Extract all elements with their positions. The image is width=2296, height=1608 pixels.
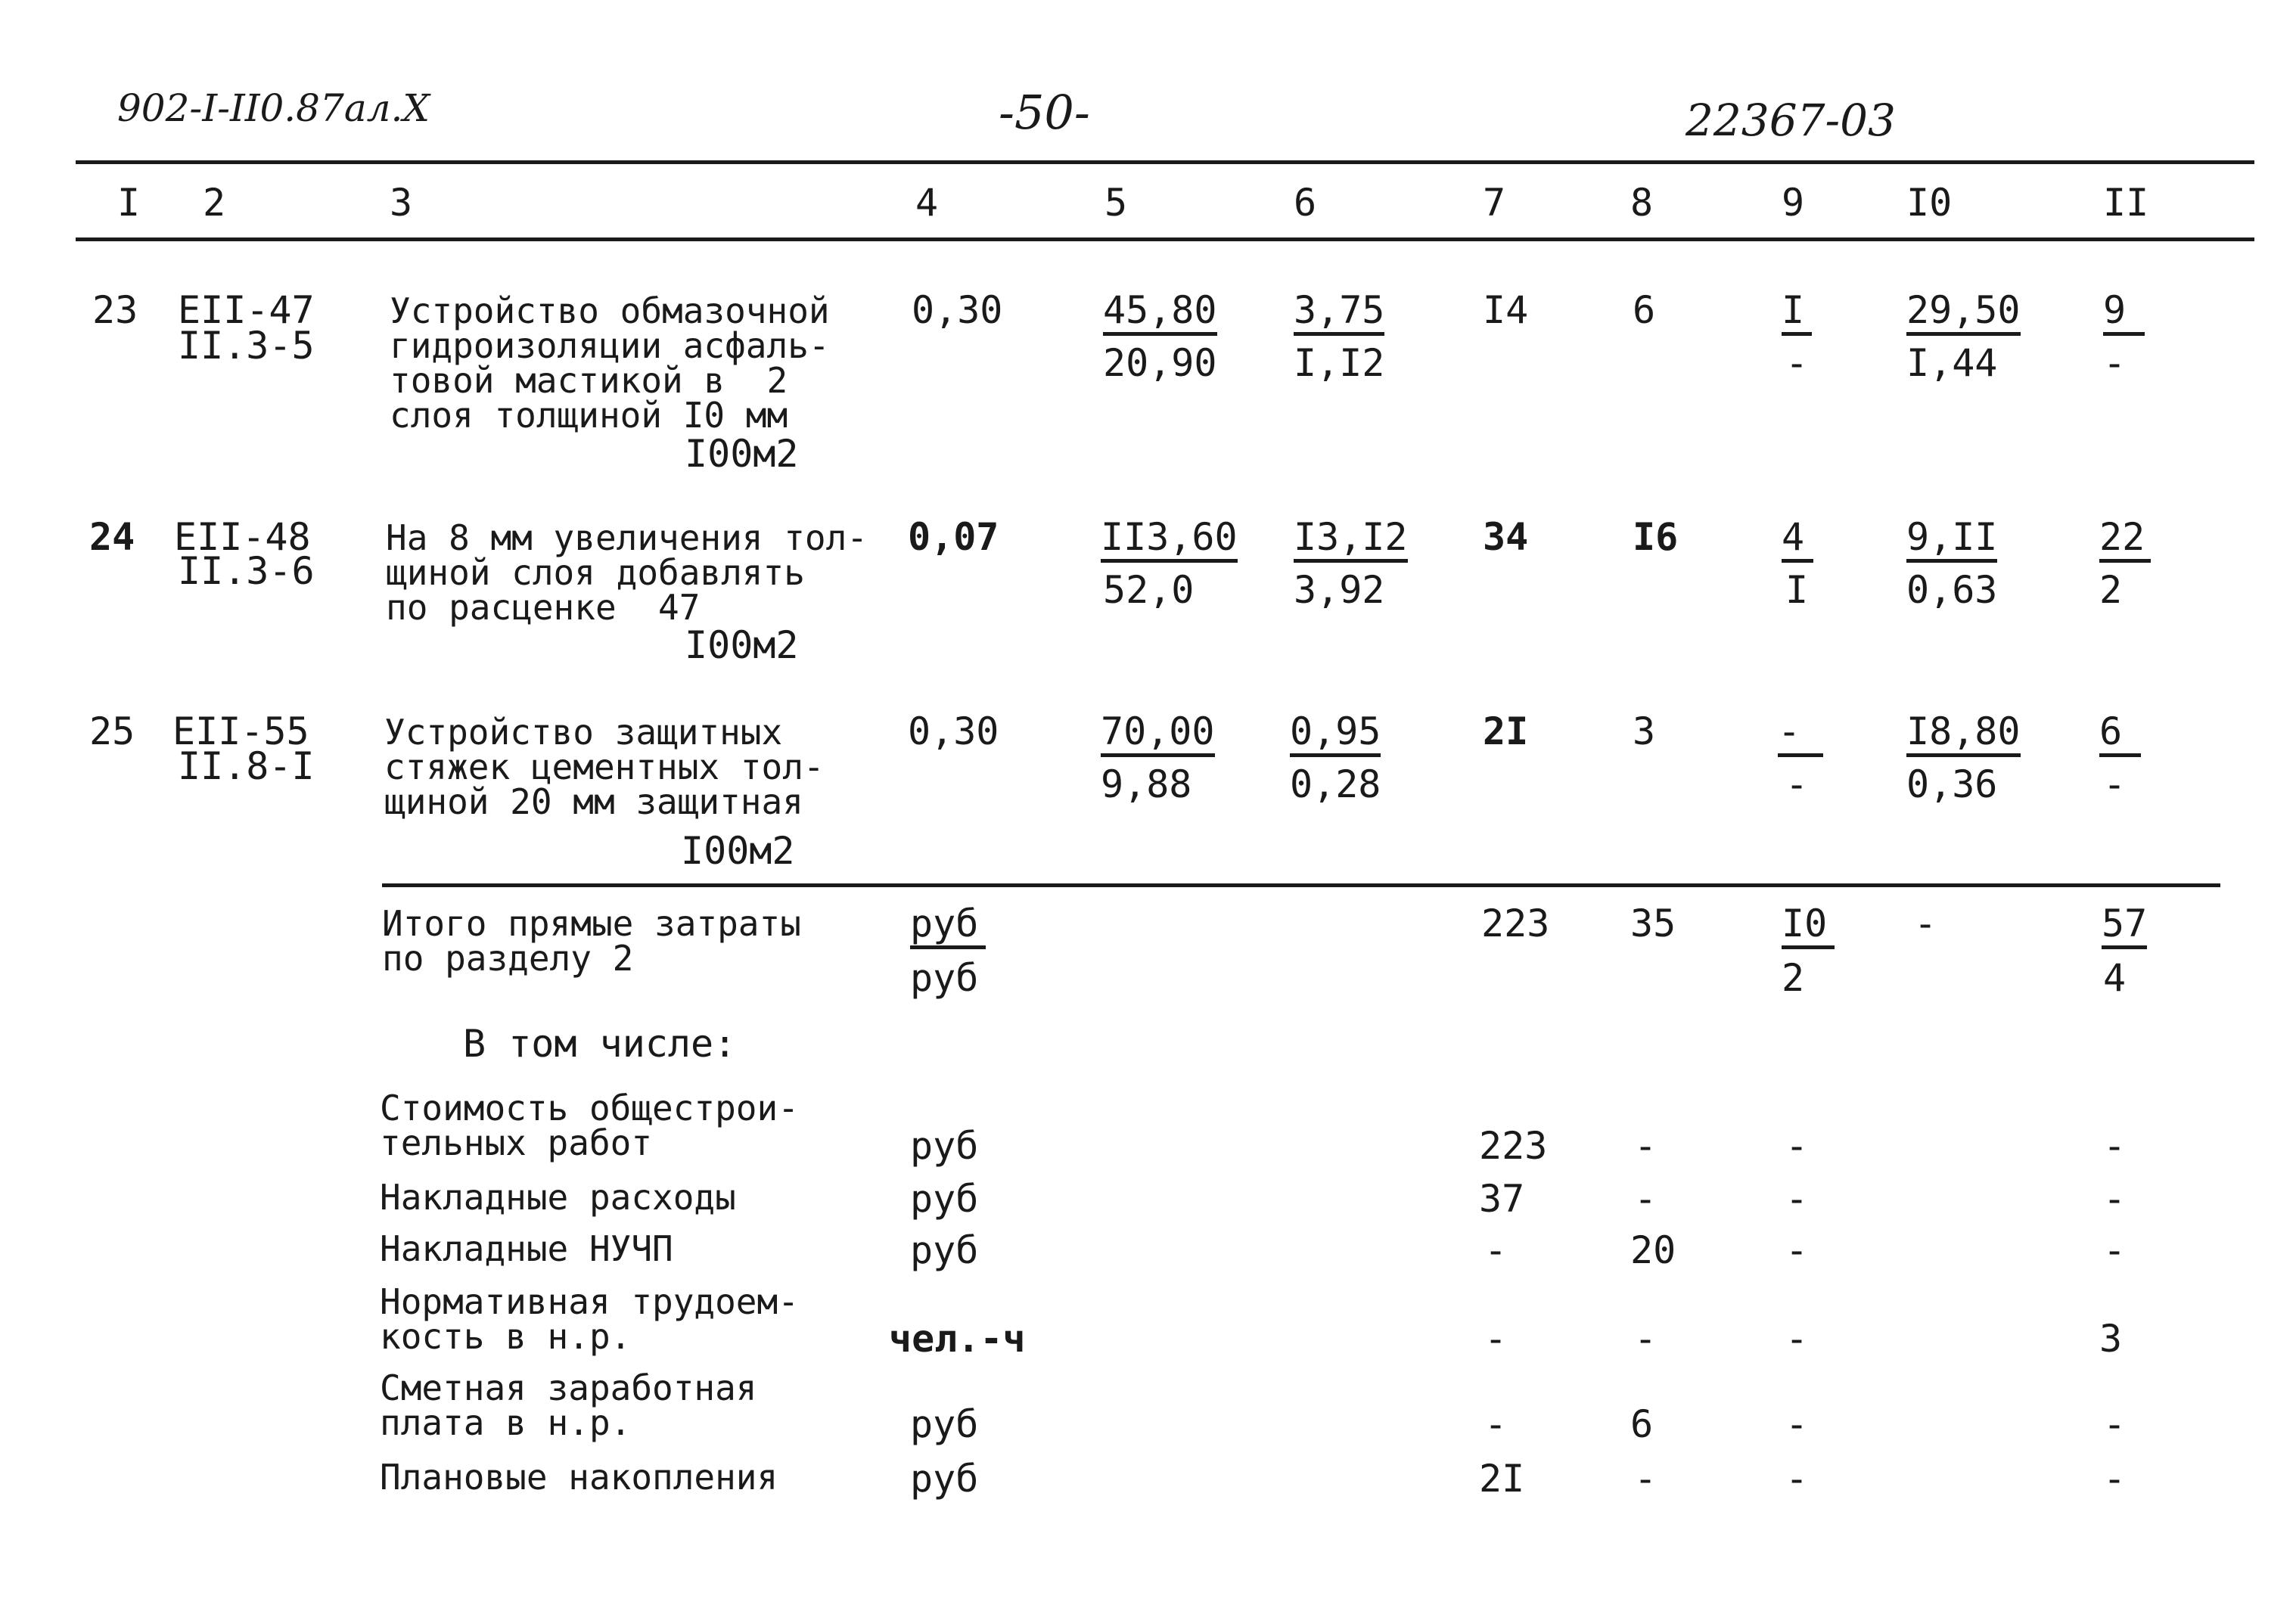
labor-machinists-total: 2 [2099, 568, 2123, 612]
breakdown-c9: - [1785, 1124, 1809, 1168]
rate-code: EII-48 [174, 515, 311, 559]
total-labor-machinists: 4 [2103, 956, 2127, 1000]
col-num-7: 7 [1483, 181, 1506, 225]
breakdown-label: Накладные НУЧП [380, 1228, 673, 1269]
row-number: 25 [89, 709, 135, 753]
breakdown-unit: руб [910, 1457, 979, 1501]
total-cost: 223 [1481, 902, 1550, 945]
rate-code: EII-47 [178, 288, 315, 332]
breakdown-c8: - [1634, 1177, 1658, 1221]
labor-total: 9 [2103, 291, 2145, 336]
col-num-9: 9 [1782, 181, 1805, 225]
breakdown-c8: - [1634, 1317, 1658, 1361]
breakdown-c8: - [1634, 1457, 1658, 1501]
total-unit-top: руб [910, 905, 986, 949]
unit-cost-total: 45,80 [1103, 291, 1217, 336]
col-num-3: 3 [390, 181, 413, 225]
labor-total: 6 [2099, 712, 2141, 757]
document-code: 902-I-II0.87ал.X [117, 86, 430, 130]
header-rule-top [76, 160, 2254, 164]
col-num-2: 2 [203, 181, 226, 225]
unit-label: I00м2 [685, 623, 799, 667]
breakdown-c7: - [1484, 1402, 1508, 1446]
col-num-1: I [117, 181, 141, 225]
breakdown-c7: 37 [1479, 1177, 1525, 1221]
breakdown-c9: - [1785, 1177, 1809, 1221]
breakdown-c8: 6 [1630, 1402, 1654, 1446]
unit-cost-machines-wages: I,I2 [1294, 341, 1385, 385]
row-number: 23 [92, 288, 138, 332]
col-num-8: 8 [1630, 181, 1654, 225]
breakdown-label: Нормативная трудоем- кость в н.р. [380, 1281, 799, 1357]
page-number: -50- [999, 85, 1090, 140]
unit-cost-total: 70,00 [1101, 712, 1215, 757]
breakdown-c7: - [1484, 1228, 1508, 1272]
including-label: В том числе: [463, 1022, 737, 1066]
col-num-5: 5 [1105, 181, 1128, 225]
quantity: 0,07 [908, 515, 999, 559]
breakdown-unit: чел.-ч [889, 1317, 1026, 1361]
breakdown-c9: - [1785, 1228, 1809, 1272]
total-labor: 57 [2102, 905, 2147, 949]
unit-cost-wages: 9,88 [1101, 762, 1192, 806]
col-num-6: 6 [1294, 181, 1317, 225]
col-num-10: I0 [1906, 181, 1953, 225]
breakdown-c11: - [2103, 1457, 2127, 1501]
unit-cost-machines-wages: 3,92 [1294, 568, 1385, 612]
unit-cost-wages: 20,90 [1103, 341, 1217, 385]
total-unit-bottom: руб [910, 956, 979, 1000]
machines-wages-cost: - [1785, 341, 1809, 385]
col-num-4: 4 [915, 181, 939, 225]
unit-cost-machines: 0,95 [1290, 712, 1381, 757]
unit-cost-total: II3,60 [1101, 518, 1238, 563]
machines-cost: 4 [1782, 518, 1813, 563]
breakdown-c8: - [1634, 1124, 1658, 1168]
work-description: Устройство обмазочной гидроизоляции асфаль- товой мастикой в 2 слоя толщиной I0 мм [390, 290, 830, 436]
rate-subcode: II.3-6 [178, 549, 315, 593]
labor-total: 22 [2099, 518, 2151, 563]
total-machines-wages: 2 [1782, 956, 1805, 1000]
breakdown-c7: - [1484, 1317, 1508, 1361]
breakdown-c11: - [2103, 1402, 2127, 1446]
unit-cost-wages: 52,0 [1103, 568, 1195, 612]
labor-machinists-per-unit: 0,63 [1906, 568, 1998, 612]
breakdown-c9: - [1785, 1457, 1809, 1501]
unit-cost-machines: I3,I2 [1294, 518, 1408, 563]
breakdown-c11: - [2103, 1228, 2127, 1272]
total-cost: 2I [1483, 709, 1529, 753]
work-description: Устройство защитных стяжек цементных тол- щиной 20 мм защитная [384, 712, 825, 822]
total-machines: I0 [1782, 905, 1835, 949]
work-description: На 8 мм увеличения тол- щиной слоя добавлять по расценке 47 [386, 517, 868, 628]
machines-wages-cost: - [1785, 762, 1809, 806]
breakdown-label: Сметная заработная плата в н.р. [380, 1367, 757, 1443]
wages-cost: I6 [1633, 515, 1679, 559]
breakdown-c11: 3 [2099, 1317, 2123, 1361]
wages-cost: 6 [1633, 288, 1656, 332]
labor-machinists-per-unit: I,44 [1906, 341, 1998, 385]
rate-subcode: II.8-I [178, 744, 315, 788]
row-number: 24 [89, 515, 135, 559]
machines-cost: - [1778, 712, 1823, 757]
breakdown-label: Накладные расходы [380, 1177, 736, 1218]
unit-cost-machines: 3,75 [1294, 291, 1384, 336]
labor-machinists-per-unit: 0,36 [1906, 762, 1998, 806]
breakdown-c9: - [1785, 1402, 1809, 1446]
labor-per-unit: I8,80 [1906, 712, 2021, 757]
breakdown-unit: руб [910, 1124, 979, 1168]
machines-cost: I [1782, 291, 1812, 336]
labor-per-unit: 29,50 [1906, 291, 2021, 336]
breakdown-c7: 223 [1479, 1124, 1548, 1168]
unit-label: I00м2 [685, 432, 799, 476]
labor-per-unit: 9,II [1906, 518, 1997, 563]
labor-machinists-total: - [2103, 762, 2127, 806]
breakdown-unit: руб [910, 1402, 979, 1446]
total-rule [382, 883, 2220, 887]
breakdown-label: Плановые накопления [380, 1457, 778, 1498]
total-cost: 34 [1483, 515, 1529, 559]
unit-cost-machines-wages: 0,28 [1290, 762, 1381, 806]
total-label: Итого прямые затраты по разделу 2 [382, 903, 801, 979]
breakdown-c8: 20 [1630, 1228, 1676, 1272]
machines-wages-cost: I [1785, 568, 1809, 612]
breakdown-unit: руб [910, 1228, 979, 1272]
breakdown-label: Стоимость общестрои- тельных работ [380, 1088, 799, 1163]
breakdown-c11: - [2103, 1124, 2127, 1168]
quantity: 0,30 [908, 709, 999, 753]
rate-subcode: II.3-5 [178, 324, 315, 368]
total-cost: I4 [1483, 288, 1529, 332]
quantity: 0,30 [912, 288, 1003, 332]
sheet-code: 22367-03 [1685, 95, 1896, 146]
rate-code: EII-55 [172, 709, 309, 753]
labor-machinists-total: - [2103, 341, 2127, 385]
breakdown-c11: - [2103, 1177, 2127, 1221]
breakdown-c9: - [1785, 1317, 1809, 1361]
breakdown-c7: 2I [1479, 1457, 1525, 1501]
unit-label: I00м2 [681, 829, 795, 873]
wages-cost: 3 [1633, 709, 1656, 753]
total-labor-per-unit: - [1914, 902, 1937, 945]
breakdown-unit: руб [910, 1177, 979, 1221]
col-num-11: II [2103, 181, 2149, 225]
header-rule-bottom [76, 237, 2254, 241]
total-wages: 35 [1630, 902, 1676, 945]
